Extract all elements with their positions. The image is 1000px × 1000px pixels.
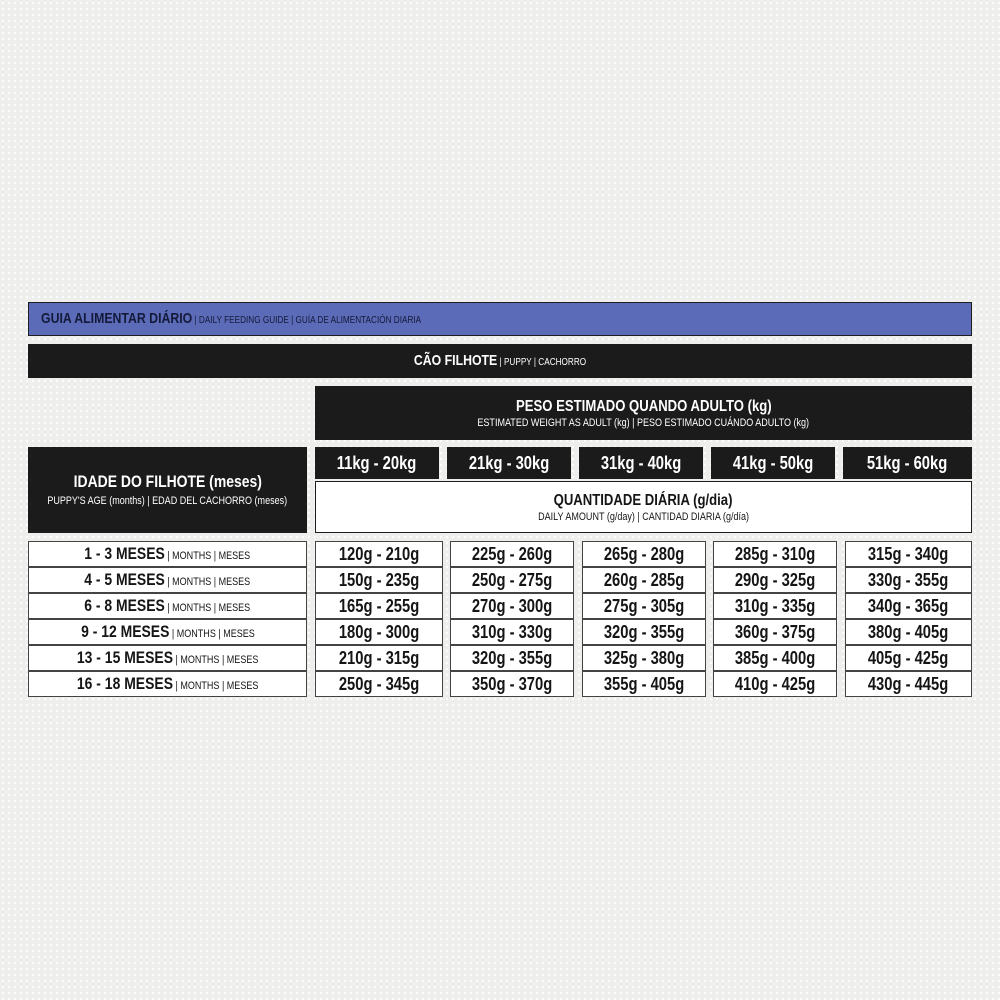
amount-cell	[713, 567, 837, 593]
amount-value: 285g - 310g	[734, 543, 816, 564]
amount-value: 320g - 355g	[471, 647, 553, 668]
amount-value: 150g - 235g	[338, 569, 420, 590]
amount-cell	[845, 645, 972, 671]
amount-cell	[315, 541, 443, 567]
guide-title-bar	[28, 302, 972, 336]
weight-column-label: 11kg - 20kg	[337, 452, 417, 473]
amount-cell	[450, 619, 574, 645]
weight-column-header	[843, 447, 972, 479]
amount-cell	[582, 593, 706, 619]
amount-value: 120g - 210g	[338, 543, 420, 564]
age-unit: | MONTHS | MESES	[172, 680, 259, 692]
age-row-label	[28, 619, 307, 645]
amount-value: 250g - 275g	[471, 569, 553, 590]
age-range: 6 - 8 MESES	[84, 596, 166, 615]
age-row-label	[28, 593, 307, 619]
weight-column-header	[447, 447, 571, 479]
weight-column-label: 51kg - 60kg	[867, 452, 948, 473]
category-text	[414, 352, 586, 370]
age-row-label	[28, 645, 307, 671]
amount-value: 320g - 355g	[603, 621, 685, 642]
amount-cell	[713, 619, 837, 645]
amount-cell	[713, 645, 837, 671]
amount-cell	[845, 541, 972, 567]
amount-value: 380g - 405g	[868, 621, 949, 642]
amount-cell	[450, 671, 574, 697]
amount-value: 350g - 370g	[471, 673, 553, 694]
amount-value: 330g - 355g	[868, 569, 949, 590]
weight-column-header	[315, 447, 439, 479]
amount-value: 355g - 405g	[603, 673, 685, 694]
amount-cell	[582, 567, 706, 593]
age-row-label	[28, 541, 307, 567]
amount-cell	[582, 541, 706, 567]
amount-value: 250g - 345g	[338, 673, 420, 694]
weight-header-title: PESO ESTIMADO QUANDO ADULTO (kg)	[515, 397, 772, 415]
amount-cell	[450, 593, 574, 619]
amount-cell	[713, 541, 837, 567]
guide-title-text	[41, 310, 421, 328]
category-bar	[28, 344, 972, 378]
amount-value: 360g - 375g	[734, 621, 816, 642]
age-header-title: IDADE DO FILHOTE (meses)	[73, 472, 262, 491]
age-unit: | MONTHS | MESES	[165, 576, 251, 588]
quantity-header-title: QUANTIDADE DIÁRIA (g/dia)	[554, 491, 733, 509]
weight-header	[315, 386, 972, 440]
amount-cell	[713, 671, 837, 697]
quantity-header-subtitle: DAILY AMOUNT (g/day) | CANTIDAD DIARIA (g/día)	[538, 510, 749, 523]
amount-cell	[315, 645, 443, 671]
age-unit: | MONTHS | MESES	[165, 550, 251, 562]
age-range: 4 - 5 MESES	[84, 570, 166, 589]
age-range: 1 - 3 MESES	[84, 544, 166, 563]
amount-cell	[713, 593, 837, 619]
amount-value: 430g - 445g	[868, 673, 949, 694]
amount-value: 290g - 325g	[734, 569, 816, 590]
category-title: CÃO FILHOTE	[413, 352, 498, 369]
amount-value: 310g - 335g	[734, 595, 816, 616]
amount-value: 410g - 425g	[734, 673, 816, 694]
amount-value: 275g - 305g	[603, 595, 685, 616]
amount-value: 385g - 400g	[734, 647, 816, 668]
amount-value: 310g - 330g	[471, 621, 553, 642]
amount-cell	[845, 619, 972, 645]
quantity-header	[315, 481, 972, 533]
amount-value: 405g - 425g	[868, 647, 949, 668]
amount-cell	[845, 593, 972, 619]
age-unit: | MONTHS | MESES	[172, 654, 259, 666]
amount-cell	[450, 541, 574, 567]
amount-cell	[450, 567, 574, 593]
amount-cell	[315, 567, 443, 593]
age-unit: | MONTHS | MESES	[165, 602, 251, 614]
weight-header-subtitle: ESTIMATED WEIGHT AS ADULT (kg) | PESO ESTIMADO CUÁNDO ADULTO (kg)	[477, 416, 810, 429]
amount-value: 265g - 280g	[603, 543, 685, 564]
amount-value: 340g - 365g	[868, 595, 949, 616]
amount-cell	[582, 645, 706, 671]
amount-cell	[315, 593, 443, 619]
amount-value: 260g - 285g	[603, 569, 685, 590]
amount-value: 315g - 340g	[868, 543, 949, 564]
guide-subtitle: | DAILY FEEDING GUIDE | GUÍA DE ALIMENTACIÓN DIARIA	[192, 315, 422, 326]
age-range: 9 - 12 MESES	[80, 622, 169, 641]
weight-column-label: 41kg - 50kg	[732, 452, 814, 473]
amount-value: 225g - 260g	[471, 543, 553, 564]
amount-value: 165g - 255g	[338, 595, 420, 616]
amount-cell	[315, 619, 443, 645]
weight-column-header	[579, 447, 703, 479]
guide-title: GUIA ALIMENTAR DIÁRIO	[41, 310, 193, 327]
amount-cell	[845, 567, 972, 593]
weight-column-label: 21kg - 30kg	[468, 452, 550, 473]
age-header	[28, 447, 307, 533]
age-unit: | MONTHS | MESES	[168, 628, 255, 640]
age-row-label	[28, 567, 307, 593]
weight-column-header	[711, 447, 835, 479]
amount-cell	[450, 645, 574, 671]
amount-value: 325g - 380g	[603, 647, 685, 668]
age-range: 16 - 18 MESES	[76, 674, 173, 693]
amount-cell	[582, 671, 706, 697]
amount-cell	[582, 619, 706, 645]
age-range: 13 - 15 MESES	[76, 648, 173, 667]
weight-column-label: 31kg - 40kg	[600, 452, 682, 473]
age-header-subtitle: PUPPY'S AGE (months) | EDAD DEL CACHORRO (meses)	[47, 495, 288, 507]
age-row-label	[28, 671, 307, 697]
amount-value: 180g - 300g	[338, 621, 420, 642]
category-subtitle: | PUPPY | CACHORRO	[497, 357, 587, 368]
amount-cell	[315, 671, 443, 697]
amount-value: 270g - 300g	[471, 595, 553, 616]
amount-cell	[845, 671, 972, 697]
amount-value: 210g - 315g	[338, 647, 420, 668]
